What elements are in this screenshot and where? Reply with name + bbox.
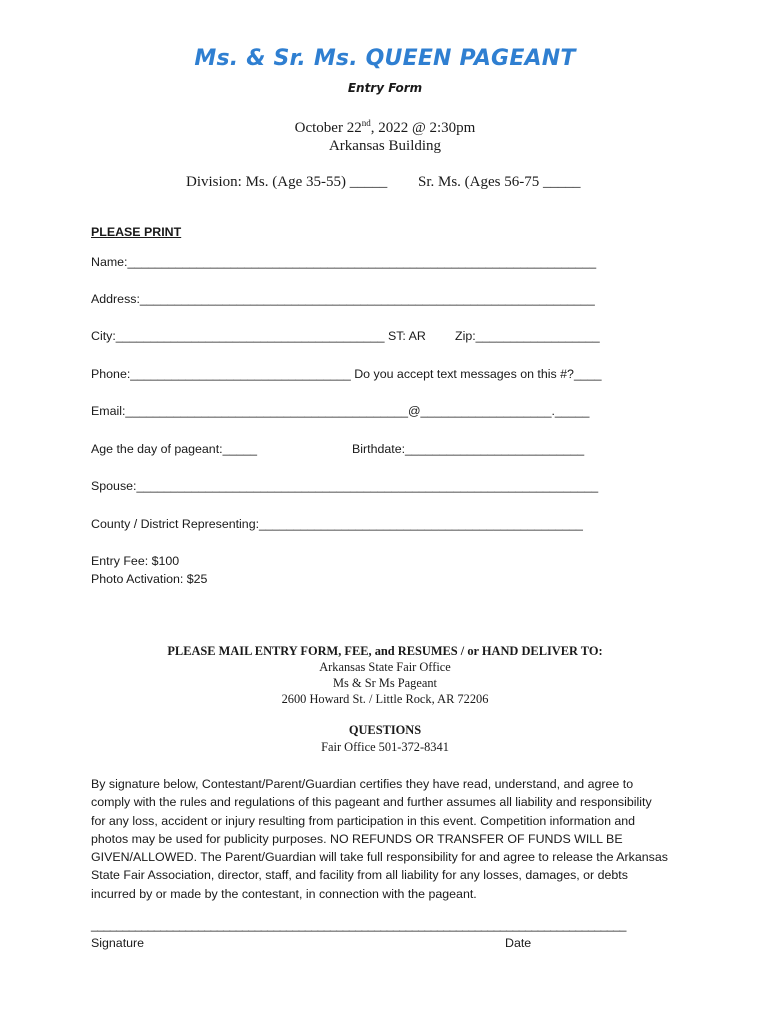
signature-label: Signature	[91, 936, 145, 950]
city-field[interactable]: City:_______________________________________ ST: AR	[91, 329, 426, 343]
photo-activation-fee: Photo Activation: $25	[91, 572, 208, 586]
division-ms-field[interactable]: Division: Ms. (Age 35-55) _____	[186, 174, 388, 190]
phone-field[interactable]: Phone:________________________________ Do you accept text messages on this #?____	[91, 367, 602, 381]
disclaimer-line: comply with the rules and regulations of this pageant and further assumes all liability and responsibility	[91, 795, 652, 810]
disclaimer-line: By signature below, Contestant/Parent/Guardian certifies they have read, understand, and agree to	[91, 777, 634, 791]
questions-phone: Fair Office 501-372-8341	[321, 740, 449, 754]
email-field[interactable]: Email:_________________________________________@___________________._____	[91, 404, 590, 418]
event-location: Arkansas Building	[328, 138, 442, 154]
event-date-ordinal: nd	[361, 118, 371, 128]
disclaimer-line: State Fair Association, director, staff, and facility from all liability for any losses, damages, or debts	[91, 868, 628, 883]
mail-address-line2: Ms & Sr Ms Pageant	[333, 676, 437, 690]
disclaimer-line: photos may be used for publicity purposes. NO REFUNDS OR TRANSFER OF FUNDS WILL BE	[91, 831, 623, 846]
entry-fee: Entry Fee: $100	[91, 554, 180, 568]
page-title: Ms. & Sr. Ms. QUEEN PAGEANT	[194, 46, 576, 71]
county-field[interactable]: County / District Representing:_______________________________________________	[91, 517, 583, 531]
spouse-field[interactable]: Spouse:___________________________________________________________________	[91, 479, 599, 493]
disclaimer-line: incurred by or made by the contestant, in connection with the pageant.	[91, 886, 477, 901]
birthdate-field[interactable]: Birthdate:__________________________	[352, 442, 585, 456]
mail-address-line1: Arkansas State Fair Office	[319, 660, 451, 674]
zip-field[interactable]: Zip:__________________	[455, 329, 600, 343]
signature-line[interactable]: _____________________________________________________________________________________	[91, 918, 626, 932]
please-print-heading: PLEASE PRINT	[91, 225, 182, 239]
disclaimer-paragraph	[91, 775, 691, 903]
date-label: Date	[505, 936, 532, 950]
address-field[interactable]: Address:__________________________________________________________________	[91, 292, 595, 306]
division-sr-field[interactable]: Sr. Ms. (Ages 56-75 _____	[418, 174, 581, 190]
event-date	[0, 118, 770, 137]
page-subtitle: Entry Form	[347, 81, 423, 95]
questions-heading: QUESTIONS	[348, 723, 422, 737]
disclaimer-line: GIVEN/ALLOWED. The Parent/Guardian will take full responsibility for and agree to release the Arkansas	[91, 850, 668, 865]
name-field[interactable]: Name:____________________________________________________________________	[91, 255, 597, 269]
mail-heading: PLEASE MAIL ENTRY FORM, FEE, and RESUMES / or HAND DELIVER TO:	[167, 644, 603, 658]
age-field[interactable]: Age the day of pageant:_____	[91, 442, 258, 456]
event-date-suffix: , 2022 @ 2:30pm	[370, 120, 476, 136]
disclaimer-line: for any loss, accident or injury resulting from participation in this event. Competition information and	[91, 813, 636, 828]
event-date-prefix: October 22	[294, 120, 362, 136]
mail-address-line3: 2600 Howard St. / Little Rock, AR 72206	[281, 692, 489, 706]
